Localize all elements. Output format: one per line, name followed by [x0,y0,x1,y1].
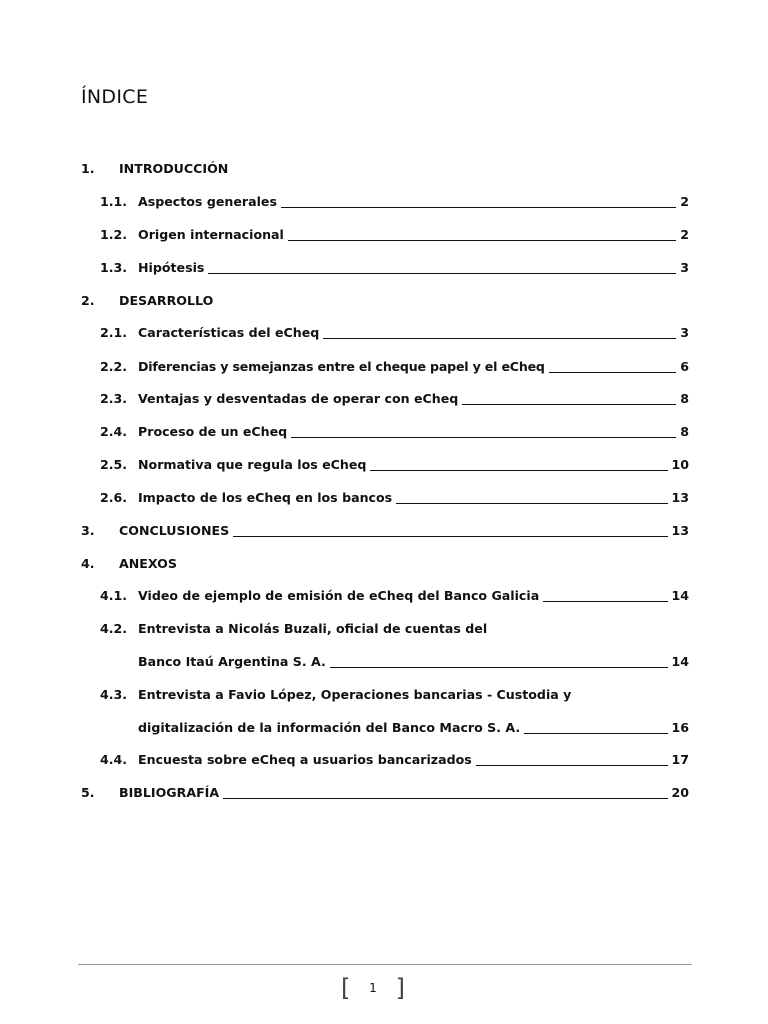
toc-entry-title: Video de ejemplo de emisión de eCheq del Banco Galicia [138,588,540,604]
toc-entry[interactable] [81,518,689,538]
toc-entry-page: 13 [671,523,689,539]
toc-entry[interactable] [100,189,689,209]
toc-entry-title: Diferencias y semejanzas entre el cheque papel y el eCheq [138,359,545,375]
toc-entry-number: 4.4. [100,752,128,768]
toc-entry-number: 2.3. [100,391,128,407]
toc-entry-number: 5. [81,785,95,801]
left-bracket-icon: [ [341,974,351,1002]
toc-entry[interactable] [100,320,689,340]
toc-entry-page: 14 [671,588,689,604]
toc-entry-page: 10 [671,457,689,473]
toc-entry-title: DESARROLLO [119,293,214,309]
dot-leader [223,797,668,799]
toc-entry-number: 2.6. [100,490,128,506]
toc-entry-number: 1. [81,161,95,177]
toc-entry[interactable] [100,485,689,505]
dot-leader [462,403,676,405]
dot-leader [524,732,668,734]
toc-entry[interactable] [81,551,689,571]
dot-leader [370,469,668,471]
page-number: 1 [369,981,377,995]
toc-entry-title: Ventajas y desventadas de operar con eCheq [138,391,459,407]
dot-leader [281,206,676,208]
toc-entry-title: Aspectos generales [138,194,277,210]
toc-entry-number: 2.1. [100,325,128,341]
footer-divider [78,964,692,965]
toc-entry-number: 4. [81,556,95,572]
toc-entry[interactable] [100,616,689,636]
toc-entry[interactable] [100,386,689,406]
toc-entry-title: digitalización de la información del Banco Macro S. A. [138,720,521,736]
dot-leader [323,337,676,339]
toc-entry-page: 2 [680,194,689,210]
toc-entry[interactable] [81,780,689,800]
toc-entry-number: 3. [81,523,95,539]
page-title: ÍNDICE [81,86,149,108]
toc-entry-title: Normativa que regula los eCheq [138,457,367,473]
toc-entry[interactable] [100,419,689,439]
toc-entry-page: 14 [671,654,689,670]
toc-entry-page: 8 [680,424,689,440]
toc-entry-title: Características del eCheq [138,325,320,341]
toc-entry[interactable] [100,222,689,242]
toc-entry-number: 4.1. [100,588,128,604]
toc-entry-title: CONCLUSIONES [119,523,230,539]
dot-leader [233,535,668,537]
toc-entry-page: 16 [671,720,689,736]
toc-entry-title: ANEXOS [119,556,177,572]
toc-entry[interactable] [100,715,689,735]
right-bracket-icon: ] [395,974,405,1002]
toc-entry[interactable] [100,649,689,669]
dot-leader [208,272,676,274]
toc-entry-title: Encuesta sobre eCheq a usuarios bancarizados [138,752,472,768]
toc-entry-page: 13 [671,490,689,506]
dot-leader [396,502,668,504]
toc-entry-number: 4.2. [100,621,128,637]
toc-entry-page: 20 [671,785,689,801]
toc-entry-title: Origen internacional [138,227,284,243]
toc-entry-page: 2 [680,227,689,243]
dot-leader [549,371,676,373]
toc-entry[interactable] [81,156,689,176]
toc-entry-number: 4.3. [100,687,128,703]
toc-entry-number: 1.3. [100,260,128,276]
toc-entry-number: 2. [81,293,95,309]
toc-entry-page: 3 [680,260,689,276]
toc-entry[interactable] [100,255,689,275]
toc-entry-title: Hipótesis [138,260,205,276]
toc-entry-number: 1.1. [100,194,128,210]
dot-leader [543,600,668,602]
toc-entry-title: Impacto de los eCheq en los bancos [138,490,393,506]
toc-entry-title: Proceso de un eCheq [138,424,288,440]
toc-entry[interactable] [100,682,689,702]
toc-entry-number: 2.2. [100,359,128,375]
toc-entry-title: Entrevista a Nicolás Buzali, oficial de cuentas del [138,621,488,637]
toc-entry-page: 3 [680,325,689,341]
dot-leader [288,239,676,241]
toc-entry-title: Banco Itaú Argentina S. A. [138,654,326,670]
page-number-footer [341,975,405,1001]
toc-entry-page: 6 [680,359,689,375]
toc-entry[interactable] [100,747,689,767]
toc-entry-number: 2.5. [100,457,128,473]
toc-entry-title: INTRODUCCIÓN [119,161,229,177]
toc-entry-page: 8 [680,391,689,407]
dot-leader [476,764,669,766]
toc-entry[interactable] [81,288,689,308]
dot-leader [330,666,669,668]
toc-entry-number: 2.4. [100,424,128,440]
toc-entry-title: BIBLIOGRAFÍA [119,785,220,801]
dot-leader [291,436,676,438]
toc-entry-title: Entrevista a Favio López, Operaciones bancarias - Custodia y [138,687,572,703]
toc-entry-page: 17 [671,752,689,768]
toc-entry[interactable] [100,583,689,603]
toc-entry[interactable] [100,452,689,472]
toc-entry-number: 1.2. [100,227,128,243]
toc-entry[interactable] [100,354,689,374]
